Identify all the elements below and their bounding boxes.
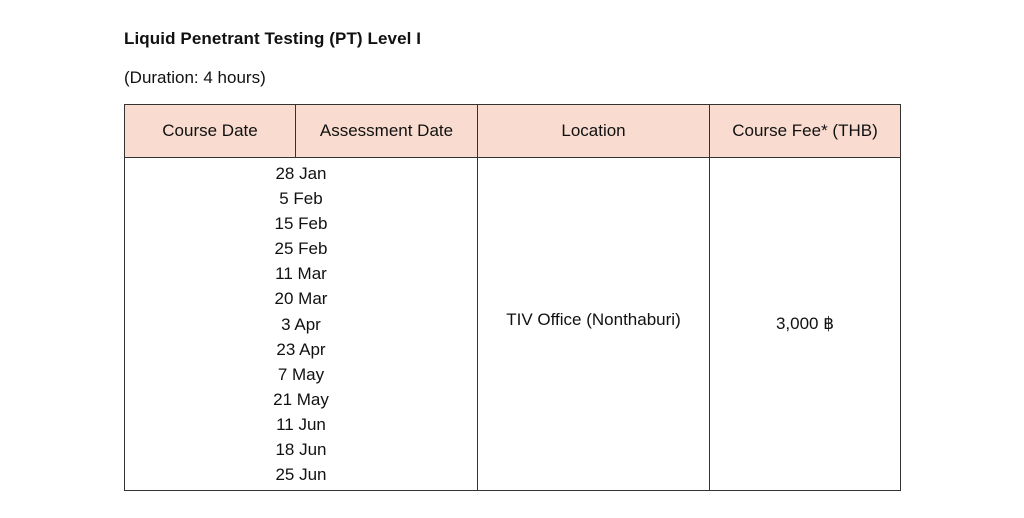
date-item: 23 Apr xyxy=(276,339,326,359)
date-item: 11 Jun xyxy=(276,414,326,434)
date-item: 18 Jun xyxy=(275,440,327,460)
table-header-row xyxy=(125,105,901,158)
duration-note: (Duration: 4 hours) xyxy=(124,68,266,87)
date-item: 28 Jan xyxy=(275,164,327,183)
date-item: 20 Mar xyxy=(274,289,328,309)
fee-cell: 3,000 ฿ xyxy=(710,158,901,491)
dates-cell xyxy=(125,158,478,491)
date-item: 25 Feb xyxy=(274,239,328,259)
document-title: Liquid Penetrant Testing (PT) Level I xyxy=(124,29,422,48)
header-location: Location xyxy=(478,105,710,158)
date-item: 7 May xyxy=(277,364,325,384)
location-cell: TIV Office (Nonthaburi) xyxy=(478,158,710,491)
date-item: 11 Mar xyxy=(275,264,327,284)
schedule-table xyxy=(124,104,901,491)
date-item: 15 Feb xyxy=(274,214,328,234)
date-item: 5 Feb xyxy=(279,189,323,209)
date-item: 25 Jun xyxy=(275,465,327,485)
header-course-date: Course Date xyxy=(125,105,296,158)
header-assessment-date: Assessment Date xyxy=(296,105,478,158)
table-row xyxy=(125,158,901,491)
header-course-fee: Course Fee* (THB) xyxy=(710,105,901,158)
date-item: 21 May xyxy=(273,389,329,409)
date-item: 3 Apr xyxy=(281,314,321,334)
